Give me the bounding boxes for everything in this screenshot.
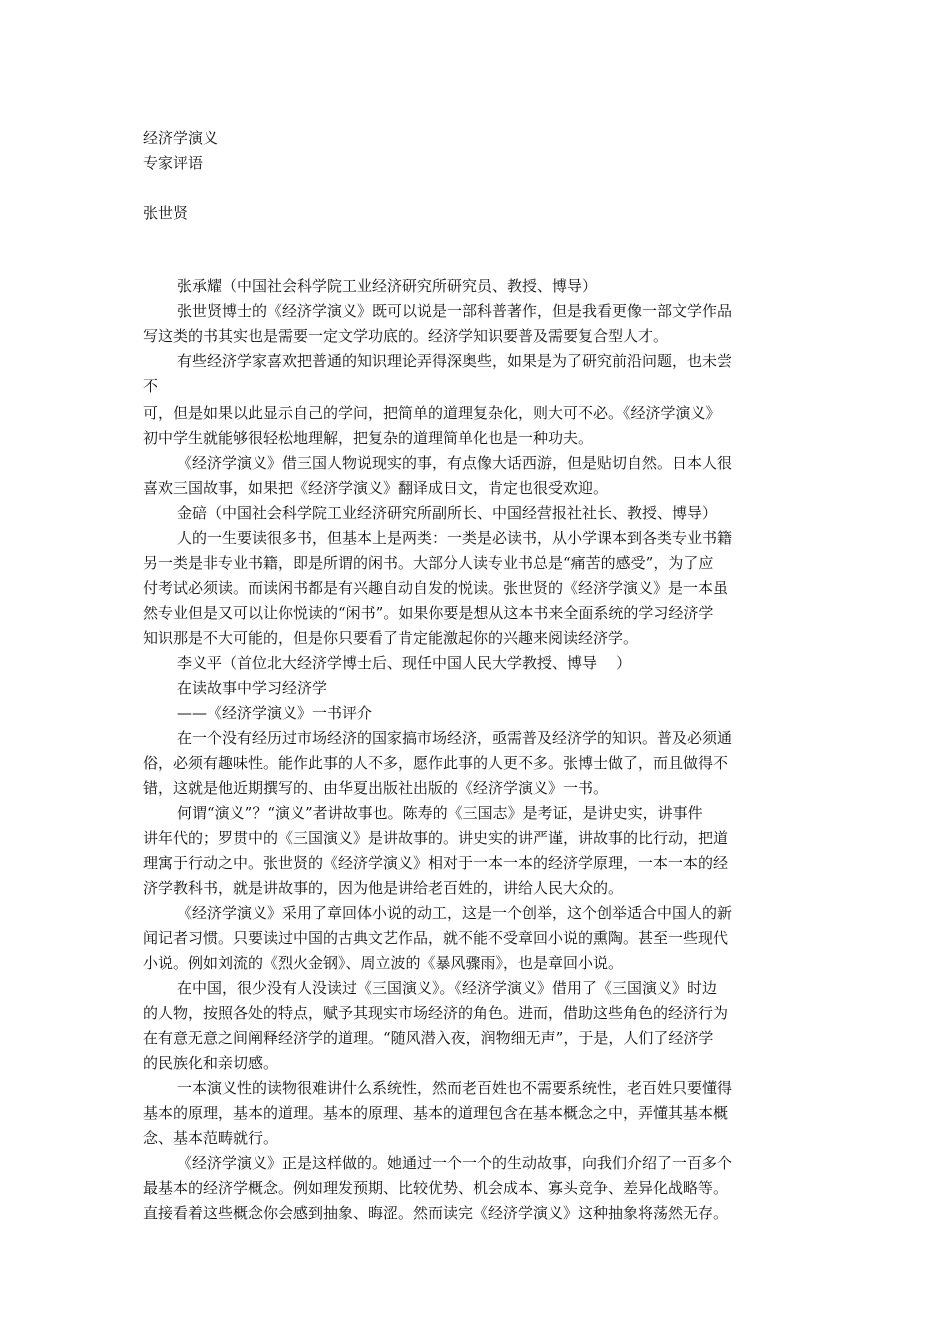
text-line: 的人物，按照各处的特点，赋予其现实市场经济的角色。进而，借助这些角色的经济行为 [143, 1004, 729, 1022]
text-line: 念、基本范畴就行。 [143, 1129, 279, 1147]
text-line: 知识那是不大可能的，但是你只要看了肯定能激起你的兴趣来阅读经济学。 [143, 629, 639, 647]
text-line: 最基本的经济学概念。例如理发预期、比较优势、机会成本、寡头竞争、差异化战略等。 [143, 1179, 729, 1197]
text-line: 在中国，很少没有人没读过《三国演义》。《经济学演义》借用了《三国演义》时边 [177, 979, 718, 997]
document-author: 张世贤 [143, 204, 189, 222]
text-line: 有些经济学家喜欢把普通的知识理论弄得深奥些，如果是为了研究前沿问题，也未尝 [177, 352, 733, 370]
text-line: 付考试必须读。而读闲书都是有兴趣自动自发的悦读。张世贤的《经济学演义》是一本虽 [143, 579, 729, 597]
text-line: 直接看着这些概念你会感到抽象、晦涩。然而读完《经济学演义》这种抽象将荡然无存。 [143, 1204, 729, 1222]
reviewer-heading: 张承耀（中国社会科学院工业经济研究所研究员、教授、博导） [177, 277, 598, 295]
text-line: 基本的原理，基本的道理。基本的原理、基本的道理包含在基本概念之中，弄懂其基本概 [143, 1104, 729, 1122]
text-line: 理寓于行动之中。张世贤的《经济学演义》相对于一本一本的经济学原理，一本一本的经 [143, 854, 729, 872]
document-subtitle: 专家评语 [143, 154, 204, 172]
text-line: 《经济学演义》采用了章回体小说的动工，这是一个创举，这个创举适合中国人的新 [177, 904, 733, 922]
text-line: 《经济学演义》借三国人物说现实的事，有点像大话西游，但是贴切自然。日本人很 [177, 454, 733, 472]
text-line: 不 [143, 377, 159, 395]
section-subtitle: ——《经济学演义》一书评介 [177, 704, 373, 722]
text-line: 在一个没有经历过市场经济的国家搞市场经济，亟需普及经济学的知识。普及必须通 [177, 729, 733, 747]
text-line: 一本演义性的读物很难讲什么系统性，然而老百姓也不需要系统性，老百姓只要懂得 [177, 1079, 733, 1097]
section-title: 在读故事中学习经济学 [177, 679, 328, 697]
document-title: 经济学演义 [143, 129, 219, 147]
text-line: 人的一生要读很多书，但基本上是两类：一类是必读书，从小学课本到各类专业书籍 [177, 529, 733, 547]
text-line: 错，这就是他近期撰写的、由华夏出版社出版的《经济学演义》一书。 [143, 779, 609, 797]
text-line: 的民族化和亲切感。 [143, 1054, 279, 1072]
reviewer-heading: 李义平（首位北大经济学博士后、现任中国人民大学教授、博导 ） [177, 654, 632, 672]
text-line: 在有意无意之间阐释经济学的道理。“随风潜入夜，润物细无声”，于是，人们了经济学 [143, 1029, 714, 1047]
text-line: 讲年代的；罗贯中的《三国演义》是讲故事的。讲史实的讲严谨，讲故事的比行动，把道 [143, 829, 729, 847]
text-line: 济学教科书，就是讲故事的，因为他是讲给老百姓的，讲给人民大众的。 [143, 879, 624, 897]
text-line: 张世贤博士的《经济学演义》既可以说是一部科普著作，但是我看更像一部文学作品 [177, 302, 733, 320]
text-line: 《经济学演义》正是这样做的。她通过一个一个的生动故事，向我们介绍了一百多个 [177, 1154, 733, 1172]
text-line: 闻记者习惯。只要读过中国的古典文艺作品，就不能不受章回小说的熏陶。甚至一些现代 [143, 929, 729, 947]
text-line: 可，但是如果以此显示自己的学问，把简单的道理复杂化，则大可不必。《经济学演义》 [143, 404, 721, 422]
text-line: 另一类是非专业书籍，即是所谓的闲书。大部分人读专业书总是“痛苦的感受”，为了应 [143, 554, 714, 572]
text-line: 小说。例如刘流的《烈火金钢》、周立波的《暴风骤雨》，也是章回小说。 [143, 954, 624, 972]
text-line: 喜欢三国故事，如果把《经济学演义》翻译成日文，肯定也很受欢迎。 [143, 479, 609, 497]
text-line: 然专业但是又可以让你悦读的“闲书”。如果你要是想从这本书来全面系统的学习经济学 [143, 604, 714, 622]
text-line: 写这类的书其实也是需要一定文学功底的。经济学知识要普及需要复合型人才。 [143, 327, 669, 345]
text-line: 何谓“演义”？“演义”者讲故事也。陈寿的《三国志》是考证，是讲史实，讲事件 [177, 804, 703, 822]
reviewer-heading: 金碚（中国社会科学院工业经济研究所副所长、中国经营报社社长、教授、博导） [177, 504, 718, 522]
text-line: 俗，必须有趣味性。能作此事的人不多，愿作此事的人更不多。张博士做了，而且做得不 [143, 754, 729, 772]
text-line: 初中学生就能够很轻松地理解，把复杂的道理简单化也是一种功夫。 [143, 429, 594, 447]
